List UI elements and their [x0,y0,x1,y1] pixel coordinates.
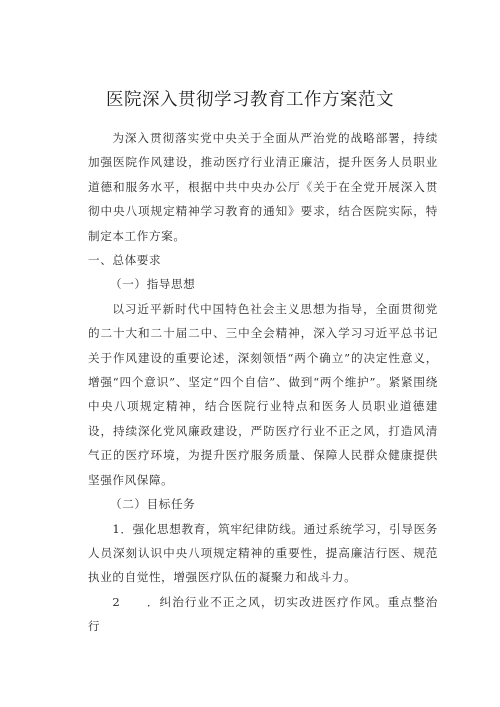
guiding-ideology-paragraph: 以习近平新时代中国特色社会主义思想为指导，全面贯彻党的二十大和二十届二中、三中全会精神，深入学习习近平总书记关于作风建设的重要论述，深刻领悟“两个确立”的决定性意义，增强“四个意识”、坚定“四个自信”、做到“两个维护”。紧紧围绕中央八项规定精神，结合医院行业特点和医务人员职业道德建设，持续深化党风廉政建设，严防医疗行业不正之风，打造风清气正的医疗环境，为提升医疗服务质量、保障人民群众健康提供坚强作风保障。 [88,301,438,487]
task-item-2 [88,590,438,639]
subsection-heading-goals-tasks: （二）目标任务 [110,497,196,512]
section-heading-general-requirements [88,248,438,272]
task-item-2-text: ．纠治行业不正之风，切实改进医疗作风。重点整治行 [88,594,438,634]
section-heading-text: 一、总体要求 [88,253,162,268]
subsection-heading-guiding-ideology: （一）指导思想 [110,277,196,292]
document-body [88,126,438,639]
task-item-1: 1．强化思想教育，筑牢纪律防线。通过系统学习，引导医务人员深刻认识中央八项规定精神的重要性，提高廉洁行医、规范执业的自觉性，增强医疗队伍的凝聚力和战斗力。 [88,521,438,585]
document-title: 医院深入贯彻学习教育工作方案范文 [106,90,394,110]
intro-paragraph: 为深入贯彻落实党中央关于全面从严治党的战略部署，持续加强医院作风建设，推动医疗行业清正廉洁，提升医务人员职业道德和服务水平，根据中共中央办公厅《关于在全党开展深入贯彻中央八项规定精神学习教育的通知》要求，结合医院实际，特制定本工作方案。 [88,131,438,243]
task-item-2-number: 2 [112,594,121,609]
